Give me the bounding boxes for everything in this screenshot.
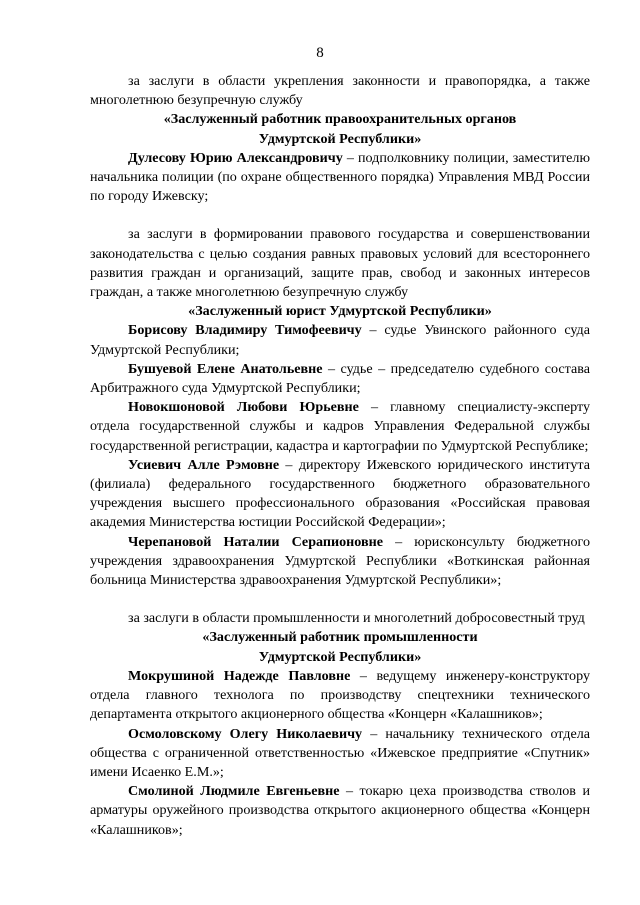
award-entry	[90, 321, 590, 359]
award-title: Удмуртской Республики»	[258, 648, 422, 665]
recipient-details: – юрисконсульту бюджетного учреждения здравоохранения Удмуртской Республики «Воткинская районная больница Министерства здравоохранения Удмуртской Республики»;	[90, 533, 591, 589]
recipient-name: Борисову Владимиру Тимофеевичу	[128, 322, 362, 339]
section-intro: за заслуги в области укрепления законности и правопорядка, а также многолетнюю безупречную службу	[90, 73, 590, 109]
recipient-name: Усиевич Алле Рэмовне	[128, 456, 280, 473]
spacer	[90, 590, 590, 609]
recipient-name: Черепановой Наталии Серапионовне	[128, 533, 383, 550]
recipient-name: Осмоловскому Олегу Николаевичу	[128, 725, 363, 742]
award-entry	[90, 360, 590, 398]
award-title: «Заслуженный юрист Удмуртской Республики»	[188, 303, 492, 320]
recipient-details: – директору Ижевского юридического института (филиала) федерального государственного бюджетного образовательного учреждения высшего профессионального образования «Российская правовая академия Министерства юстиции Российской Федерации»;	[90, 456, 590, 531]
award-title: Удмуртской Республики»	[258, 130, 422, 147]
recipient-details: – главному специалисту-эксперту отдела государственной службы и кадров Управления Федеральной службы государственной регистрации, кадастра и картографии по Удмуртской Республике;	[90, 399, 591, 454]
award-entry	[90, 667, 590, 725]
award-title: «Заслуженный работник правоохранительных органов	[163, 111, 517, 128]
award-entry	[90, 782, 590, 840]
award-entry	[90, 149, 590, 207]
award-entry	[90, 725, 590, 783]
award-entry	[90, 533, 590, 591]
recipient-details: – ведущему инженеру-конструктору отдела главного технолога по производству спецтехники технического департамента открытого акционерного общества «Концерн «Калашников»;	[90, 667, 590, 723]
recipient-name: Новокшоновой Любови Юрьевне	[128, 399, 359, 416]
recipient-name: Бушуевой Елене Анатольевне	[128, 360, 323, 377]
award-entry	[90, 398, 590, 456]
recipient-name: Смолиной Людмиле Евгеньевне	[128, 783, 340, 800]
section-intro: за заслуги в формировании правового государства и совершенствовании законодательства с целью создания равных правовых условий для всестороннего развития граждан и организаций, защите прав, свобод и законных интересов граждан, а также многолетнюю безупречную службу	[90, 226, 590, 301]
recipient-details: – подполковнику полиции, заместителю начальника полиции (по охране общественного порядка) Управления МВД России по городу Ижевску;	[90, 149, 590, 205]
recipient-details: – судье Увинского районного суда Удмуртской Республики;	[90, 322, 590, 358]
recipient-details: – начальнику технического отдела общества с ограниченной ответственностью «Ижевское предприятие «Спутник» имени Исаенко Е.М.»;	[90, 725, 590, 780]
recipient-details: – судье – председателю судебного состава Арбитражного суда Удмуртской Республики;	[90, 360, 590, 397]
recipient-details: – токарю цеха производства стволов и арматуры оружейного производства открытого акционерного общества «Концерн «Калашников»;	[90, 783, 590, 838]
recipient-name: Дулесову Юрию Александровичу	[128, 149, 343, 166]
spacer	[90, 206, 590, 225]
section-intro: за заслуги в области промышленности и многолетний добросовестный труд	[128, 610, 585, 627]
document-body	[90, 72, 590, 840]
award-title: «Заслуженный работник промышленности	[202, 629, 478, 646]
page-number: 8	[316, 45, 324, 61]
award-entry	[90, 456, 590, 533]
recipient-name: Мокрушиной Надежде Павловне	[128, 667, 351, 684]
